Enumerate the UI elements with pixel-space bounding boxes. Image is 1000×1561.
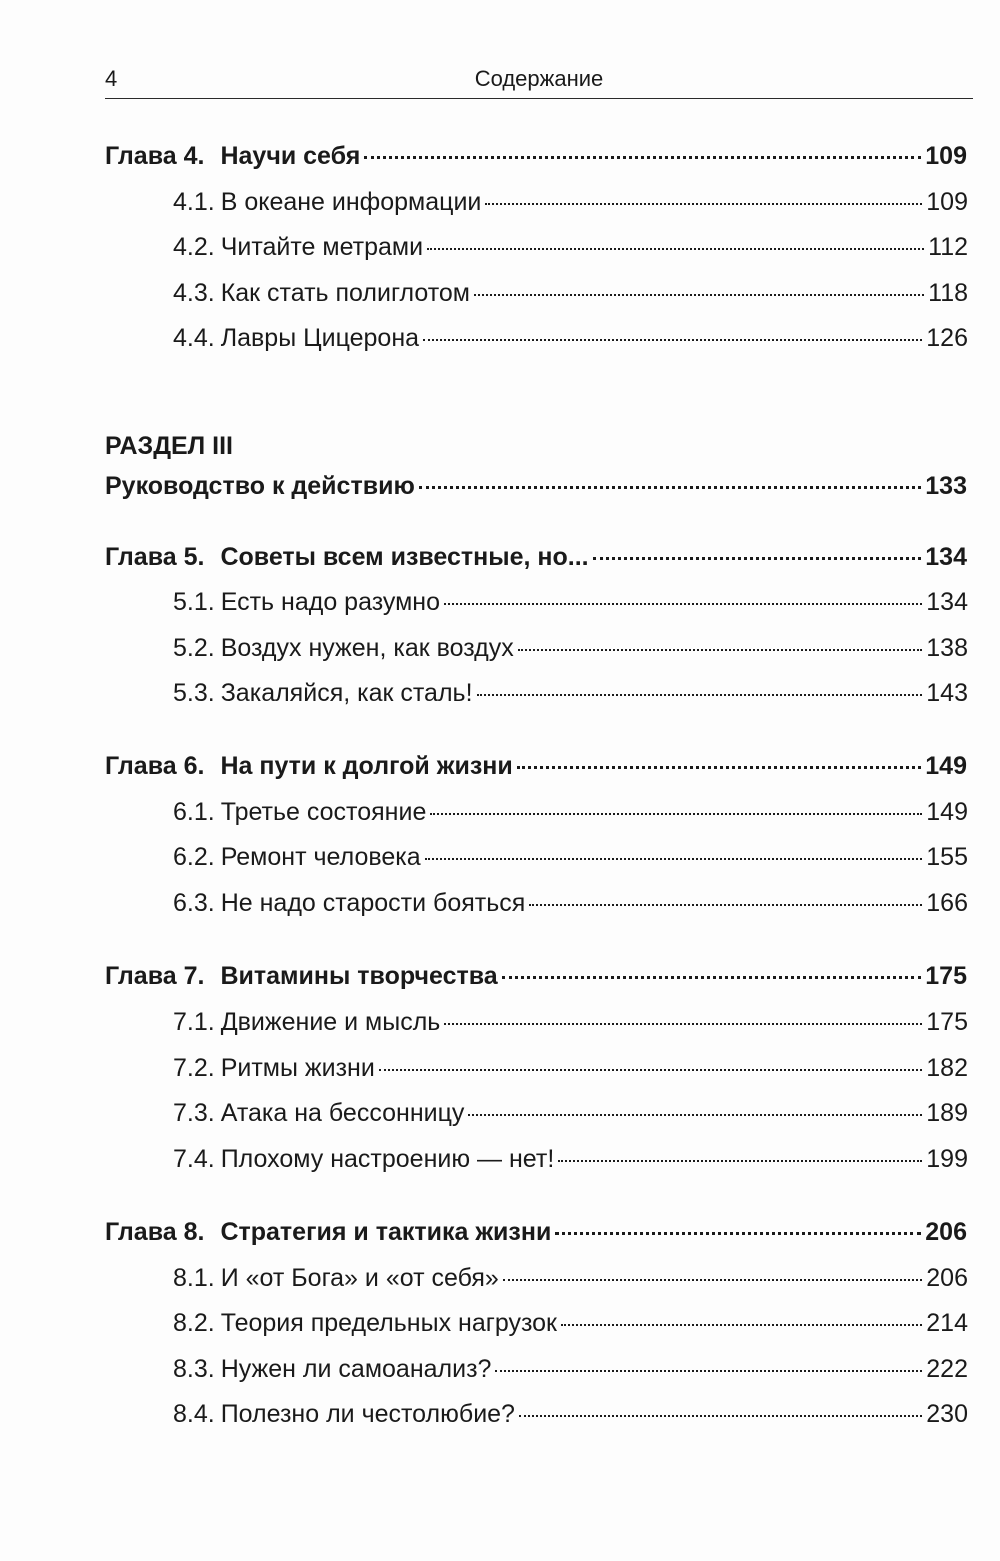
- dot-leader: [558, 1160, 922, 1162]
- section-title: В океане информации: [220, 188, 482, 216]
- page-number: 4: [105, 66, 118, 91]
- page-ref: 149: [926, 798, 968, 826]
- section-title: Плохому настроению — нет!: [220, 1145, 555, 1173]
- section-title: Как стать полиглотом: [220, 279, 470, 307]
- section-title: Есть надо разумно: [220, 588, 440, 616]
- chapter-title: Стратегия и тактика жизни: [220, 1218, 552, 1246]
- chapter-number: Глава 6.: [105, 752, 205, 780]
- toc-section-8-3[interactable]: [173, 1355, 968, 1395]
- dot-leader: [593, 557, 922, 560]
- section-title: Теория предельных нагрузок: [220, 1309, 557, 1337]
- chapter-title: Советы всем известные, но...: [220, 543, 589, 571]
- dot-leader: [561, 1324, 922, 1326]
- page-ref: 109: [925, 142, 967, 170]
- section-title: Полезно ли честолюбие?: [220, 1400, 515, 1428]
- page-ref: 206: [926, 1264, 968, 1292]
- toc-section-8-4[interactable]: [173, 1400, 968, 1440]
- section-title: Движение и мысль: [220, 1008, 441, 1036]
- section-number: 5.2.: [173, 634, 215, 662]
- chapter-title: На пути к долгой жизни: [220, 752, 513, 780]
- page-ref: 118: [928, 279, 968, 307]
- section-number: 8.2.: [173, 1309, 215, 1337]
- section-number: 4.4.: [173, 324, 215, 352]
- dot-leader: [425, 858, 923, 860]
- chapter-number: Глава 5.: [105, 543, 205, 571]
- page-ref: 166: [926, 889, 968, 917]
- toc-part-3[interactable]: [105, 472, 967, 512]
- section-title: Лавры Цицерона: [220, 324, 420, 352]
- chapter-number: Глава 8.: [105, 1218, 205, 1246]
- part-title: Руководство к действию: [105, 472, 415, 500]
- section-number: 7.1.: [173, 1008, 215, 1036]
- dot-leader: [477, 694, 923, 696]
- section-number: 5.3.: [173, 679, 215, 707]
- section-number: 5.1.: [173, 588, 215, 616]
- toc-section-4-4[interactable]: [173, 324, 968, 364]
- toc-chapter-7[interactable]: [105, 962, 967, 1002]
- dot-leader: [518, 649, 923, 651]
- toc-section-6-3[interactable]: [173, 889, 968, 929]
- toc-chapter-4[interactable]: [105, 142, 967, 182]
- page-ref: 133: [925, 472, 967, 500]
- toc-section-4-3[interactable]: [173, 279, 968, 319]
- section-title: Нужен ли самоанализ?: [220, 1355, 492, 1383]
- toc-section-7-1[interactable]: [173, 1008, 968, 1048]
- part-label: РАЗДЕЛ III: [105, 432, 234, 460]
- page-ref: 143: [926, 679, 968, 707]
- dot-leader: [517, 766, 922, 769]
- page-ref: 222: [926, 1355, 968, 1383]
- section-title: Атака на бессонницу: [220, 1099, 465, 1127]
- section-title: Ремонт человека: [220, 843, 421, 871]
- toc-section-7-3[interactable]: [173, 1099, 968, 1139]
- page-ref: 126: [926, 324, 968, 352]
- section-title: Читайте метрами: [220, 233, 424, 261]
- toc-section-4-2[interactable]: [173, 233, 968, 273]
- page-ref: 109: [926, 188, 968, 216]
- toc-section-8-2[interactable]: [173, 1309, 968, 1349]
- page-ref: 175: [925, 962, 967, 990]
- page-ref: 189: [926, 1099, 968, 1127]
- section-title: И «от Бога» и «от себя»: [220, 1264, 499, 1292]
- chapter-title: Витамины творчества: [220, 962, 498, 990]
- section-number: 7.2.: [173, 1054, 215, 1082]
- toc-section-4-1[interactable]: [173, 188, 968, 228]
- toc-section-5-3[interactable]: [173, 679, 968, 719]
- section-number: 4.3.: [173, 279, 215, 307]
- dot-leader: [444, 1023, 922, 1025]
- page-ref: 199: [926, 1145, 968, 1173]
- section-number: 8.1.: [173, 1264, 215, 1292]
- dot-leader: [419, 486, 921, 489]
- page-ref: 134: [926, 588, 968, 616]
- toc-chapter-6[interactable]: [105, 752, 967, 792]
- page-ref: 149: [925, 752, 967, 780]
- page-ref: 134: [925, 543, 967, 571]
- page-header: [105, 64, 973, 99]
- section-title: Закаляйся, как сталь!: [220, 679, 473, 707]
- page-ref: 175: [926, 1008, 968, 1036]
- dot-leader: [529, 904, 922, 906]
- page-ref: 112: [928, 233, 968, 261]
- page-ref: 206: [925, 1218, 967, 1246]
- section-title: Не надо старости бояться: [220, 889, 526, 917]
- section-number: 4.1.: [173, 188, 215, 216]
- page-ref: 182: [926, 1054, 968, 1082]
- dot-leader: [495, 1370, 922, 1372]
- page-ref: 155: [926, 843, 968, 871]
- toc-section-5-1[interactable]: [173, 588, 968, 628]
- toc-chapter-5[interactable]: [105, 543, 967, 583]
- section-number: 4.2.: [173, 233, 215, 261]
- dot-leader: [502, 976, 922, 979]
- chapter-number: Глава 4.: [105, 142, 205, 170]
- toc-section-6-1[interactable]: [173, 798, 968, 838]
- dot-leader: [474, 294, 924, 296]
- toc-chapter-8[interactable]: [105, 1218, 967, 1258]
- toc-section-8-1[interactable]: [173, 1264, 968, 1304]
- section-number: 6.3.: [173, 889, 215, 917]
- dot-leader: [485, 203, 922, 205]
- toc-section-7-2[interactable]: [173, 1054, 968, 1094]
- page-ref: 138: [926, 634, 968, 662]
- section-number: 8.4.: [173, 1400, 215, 1428]
- section-number: 6.1.: [173, 798, 215, 826]
- toc-section-5-2[interactable]: [173, 634, 968, 674]
- dot-leader: [503, 1279, 922, 1281]
- toc-section-7-4[interactable]: [173, 1145, 968, 1185]
- section-number: 6.2.: [173, 843, 215, 871]
- dot-leader: [519, 1415, 922, 1417]
- dot-leader: [379, 1069, 922, 1071]
- dot-leader: [555, 1232, 921, 1235]
- dot-leader: [427, 248, 924, 250]
- toc-section-6-2[interactable]: [173, 843, 968, 883]
- page-ref: 230: [926, 1400, 968, 1428]
- section-number: 7.4.: [173, 1145, 215, 1173]
- dot-leader: [430, 813, 922, 815]
- section-title: Ритмы жизни: [220, 1054, 375, 1082]
- dot-leader: [364, 156, 921, 159]
- section-number: 7.3.: [173, 1099, 215, 1127]
- chapter-title: Научи себя: [220, 142, 361, 170]
- chapter-number: Глава 7.: [105, 962, 205, 990]
- section-number: 8.3.: [173, 1355, 215, 1383]
- dot-leader: [444, 603, 922, 605]
- page-ref: 214: [926, 1309, 968, 1337]
- running-title: Содержание: [474, 66, 604, 91]
- section-title: Третье состояние: [220, 798, 427, 826]
- section-title: Воздух нужен, как воздух: [220, 634, 514, 662]
- dot-leader: [423, 339, 922, 341]
- dot-leader: [468, 1114, 922, 1116]
